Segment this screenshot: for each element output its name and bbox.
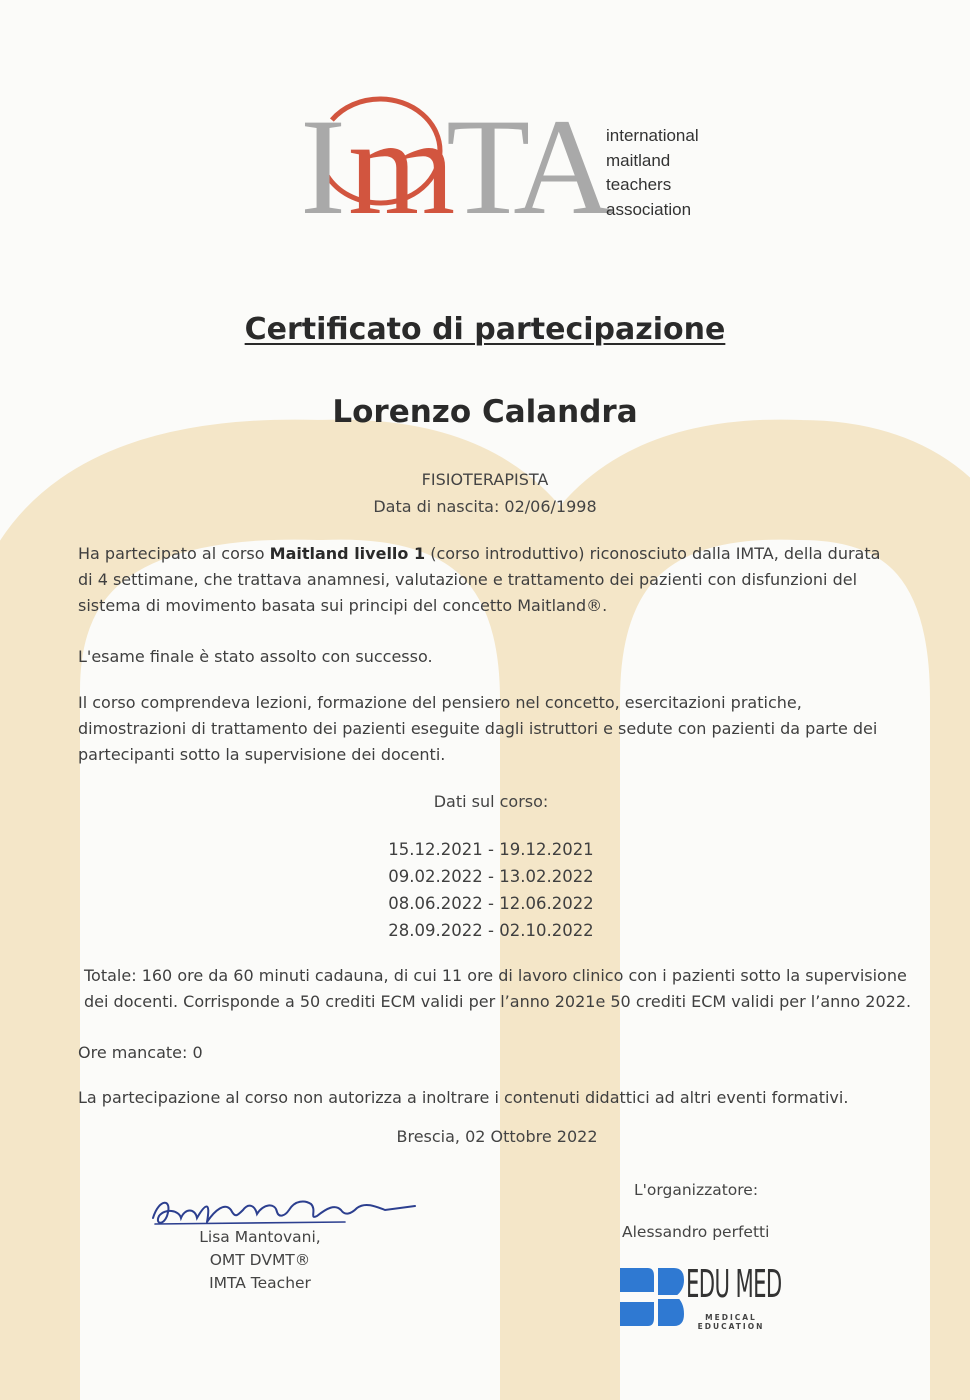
organizer-name: Alessandro perfetti bbox=[622, 1223, 770, 1241]
birth-date: Data di nascita: 02/06/1998 bbox=[373, 497, 597, 516]
edumed-sub-line-2: EDUCATION bbox=[697, 1322, 765, 1331]
svg-text:I: I bbox=[300, 95, 342, 243]
teacher-name: Lisa Mantovani, bbox=[199, 1228, 321, 1246]
certificate-title-text: Certificato di partecipazione bbox=[244, 312, 726, 347]
course-totals: Totale: 160 ore da 60 minuti cadauna, di cui 11 ore di lavoro clinico con i pazienti sotto la supervisione dei docenti. Corrisponde a 50 crediti ECM validi per l’anno 2021e 50 crediti ECM validi per l’anno 2022. bbox=[84, 966, 912, 1011]
recipient-name: Lorenzo Calandra bbox=[332, 394, 638, 430]
teacher-credentials: OMT DVMT® bbox=[209, 1251, 311, 1269]
tagline-line-2: maitland bbox=[606, 150, 671, 170]
exam-result: L'esame finale è stato assolto con successo. bbox=[78, 647, 433, 666]
tagline-line-1: international bbox=[606, 126, 699, 145]
organizer-label: L'organizzatore: bbox=[634, 1181, 759, 1199]
certificate-title bbox=[0, 312, 970, 347]
teacher-role: IMTA Teacher bbox=[209, 1274, 311, 1292]
tagline-line-3: teachers bbox=[606, 175, 672, 194]
teacher-signature-block bbox=[160, 1226, 360, 1295]
course-date-4: 28.09.2022 - 02.10.2022 bbox=[388, 921, 594, 940]
course-data-label: Dati sul corso: bbox=[433, 792, 549, 811]
svg-text:m: m bbox=[348, 95, 452, 243]
svg-text:TA: TA bbox=[446, 95, 607, 243]
course-content: Il corso comprendeva lezioni, formazione del pensiero nel concetto, esercitazioni pratiche, dimostrazioni di trattamento dei pazienti eseguite dagli istruttori e sedute con pazienti da parte dei partecipanti sotto la supervisione dei docenti. bbox=[78, 693, 878, 764]
missed-hours: Ore mancate: 0 bbox=[78, 1043, 203, 1062]
place-date: Brescia, 02 Ottobre 2022 bbox=[396, 1127, 598, 1146]
imta-tagline bbox=[606, 124, 699, 222]
disclaimer: La partecipazione al corso non autorizza a inoltrare i contenuti didattici ad altri eventi formativi. bbox=[78, 1088, 849, 1107]
edumed-logo-subtitle bbox=[686, 1313, 776, 1331]
para1-prefix: Ha partecipato al corso bbox=[78, 544, 270, 563]
edumed-sub-line-1: MEDICAL bbox=[705, 1313, 757, 1322]
course-dates bbox=[0, 836, 970, 944]
profession: FISIOTERAPISTA bbox=[421, 470, 549, 489]
tagline-line-4: association bbox=[606, 199, 692, 219]
course-description bbox=[78, 541, 898, 619]
course-date-3: 08.06.2022 - 12.06.2022 bbox=[388, 894, 594, 913]
edumed-logo-text: EDU MED bbox=[686, 1262, 782, 1306]
para1-suffix: (corso introduttivo) riconosciuto dalla IMTA, della durata di 4 settimane, che trattava anamnesi, valutazione e trattamento dei pazienti con disfunzioni del sistema di movimento basata sui principi del concetto Maitland®. bbox=[78, 544, 881, 615]
course-name: Maitland livello 1 bbox=[269, 544, 426, 563]
course-date-1: 15.12.2021 - 19.12.2021 bbox=[388, 840, 594, 859]
course-date-2: 09.02.2022 - 13.02.2022 bbox=[388, 867, 594, 886]
